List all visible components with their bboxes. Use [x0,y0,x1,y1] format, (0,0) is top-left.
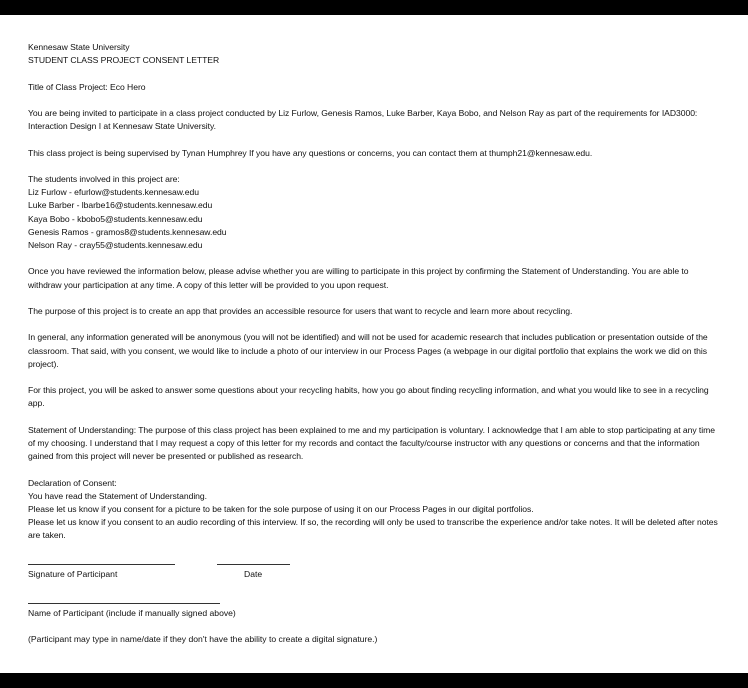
date-label: Date [244,569,263,579]
signature-note: (Participant may type in name/date if they don't have the ability to create a digital signature.) [28,634,378,644]
student-item: Kaya Bobo - kbobo5@students.kennesaw.edu [28,213,203,224]
review-paragraph: Once you have reviewed the information below, please advise whether you are willing to participate in this project by confirming the Statement of Understanding. You are able to withdraw your participation at any time. A copy of this letter will be provided to you upon request. [28,266,689,290]
project-title: Title of Class Project: Eco Hero [28,81,146,92]
anonymity-paragraph: In general, any information generated will be anonymous (you will not be identified) and will not be used for academic research that includes publication or presentation outside of the classroom. That said, with you consent, we would like to include a photo of our interview in our Process Pages (a webpage in our digital portfolio that explains the work we did on this project). [28,332,708,369]
signature-label: Signature of Participant [28,569,118,579]
declaration-heading: Declaration of Consent: [28,477,117,488]
top-black-bar [0,0,748,15]
consent-letter [28,41,722,556]
students-list [28,173,722,252]
questions-paragraph: For this project, you will be asked to answer some questions about your recycling habits, how you go about finding recycling information, and what you would like to see in a recycling app. [28,385,709,409]
signature-line[interactable] [28,564,175,565]
student-item: Luke Barber - lbarbe16@students.kennesaw.edu [28,200,213,211]
student-item: Genesis Ramos - gramos8@students.kennesaw.edu [28,226,227,237]
invitation-paragraph: You are being invited to participate in a class project conducted by Liz Furlow, Genesis Ramos, Luke Barber, Kaya Bobo, and Nelson Ray as part of the requirements for IAD3000: Interaction Design I at Kennesaw State University. [28,107,698,132]
date-line[interactable] [217,564,290,565]
name-line[interactable] [28,603,220,604]
declaration-of-consent [28,477,722,543]
student-item: Nelson Ray - cray55@students.kennesaw.edu [28,239,203,250]
supervision-paragraph: This class project is being supervised by Tynan Humphrey If you have any questions or concerns, you can contact them at thumph21@kennesaw.edu. [28,147,593,158]
letter-title: STUDENT CLASS PROJECT CONSENT LETTER [28,55,220,66]
students-heading: The students involved in this project are: [28,173,180,184]
student-item: Liz Furlow - efurlow@students.kennesaw.edu [28,187,199,198]
institution-name: Kennesaw State University [28,42,130,52]
declaration-item: You have read the Statement of Understanding. [28,490,207,501]
name-label: Name of Participant (include if manually signed above) [28,608,236,618]
purpose-paragraph: The purpose of this project is to create an app that provides an accessible resource for users that want to recycle and learn more about recycling. [28,305,573,316]
bottom-black-bar [0,673,748,688]
declaration-item: Please let us know if you consent for a picture to be taken for the sole purpose of using it on our Process Pages in our digital portfolios. [28,503,534,514]
statement-of-understanding: Statement of Understanding: The purpose of this class project has been explained to me and my participation is voluntary. I acknowledge that I am able to stop participating at any time of my choosing. I understand that I may request a copy of this letter for my records and contact the faculty/course instructor with any questions or concerns and that the information gained from this project will never be presented or published as research. [28,424,715,462]
declaration-item: Please let us know if you consent to an audio recording of this interview. If so, the recording will only be used to transcribe the experience and/or take notes. It will be deleted after notes are taken. [28,517,718,541]
